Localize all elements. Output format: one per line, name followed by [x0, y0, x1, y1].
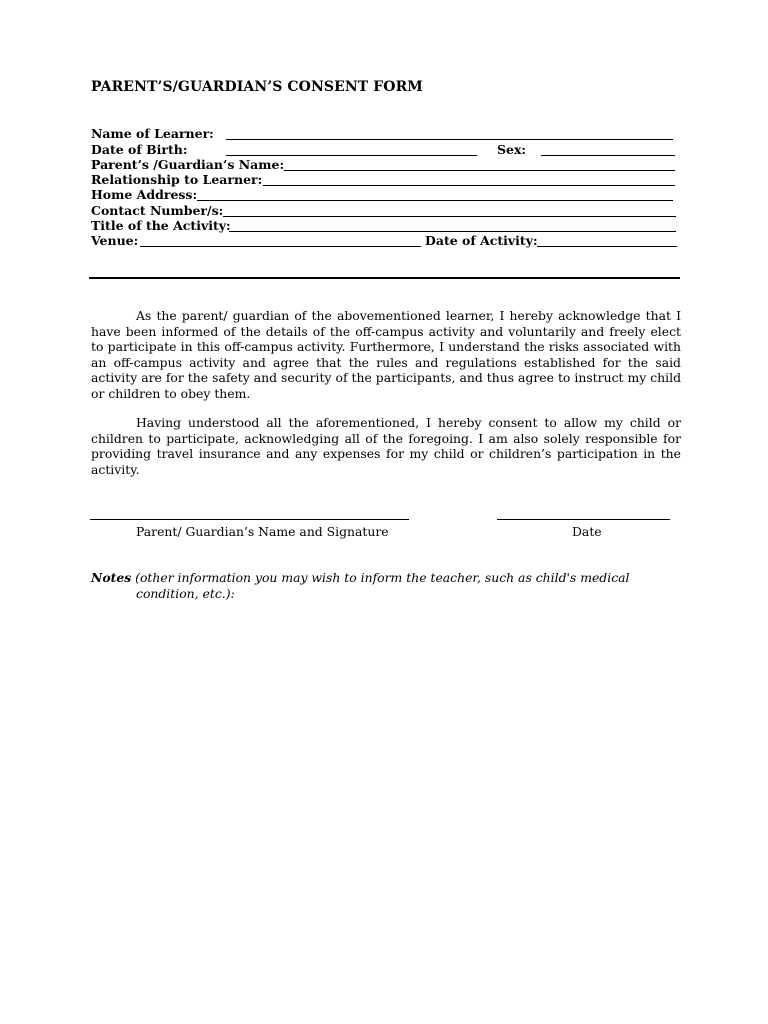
date-signature-line[interactable] — [497, 519, 670, 520]
guardian-name-field[interactable] — [284, 170, 675, 171]
home-address-row — [91, 187, 676, 202]
birth-date-label: Date of Birth: — [91, 142, 188, 157]
acknowledgement-paragraph: As the parent/ guardian of the abovementioned learner, I hereby acknowledge that I have been informed of the details of the off-campus activity and voluntarily and freely elect to participate in this off-campus activity. Furthermore, I understand the risks associated with an off-campus activity and agree that the rules and regulations established for the said activity are for the safety and security of the participants, and thus agree to instruct my child or children to obey them. — [91, 308, 681, 401]
home-address-field[interactable] — [197, 200, 673, 201]
sex-field[interactable] — [541, 155, 675, 156]
contact-number-row — [91, 203, 679, 218]
venue-row — [91, 233, 679, 248]
date-caption: Date — [572, 524, 602, 539]
section-divider — [89, 277, 680, 279]
guardian-name-row — [91, 157, 676, 172]
notes-label: Notes — [91, 570, 132, 585]
notes-instructions-line1: (other information you may wish to inform the teacher, such as child's medical — [135, 570, 630, 585]
birth-date-field[interactable] — [226, 155, 477, 156]
notes-instructions-line2: condition, etc.): — [136, 585, 235, 601]
relationship-row — [91, 172, 676, 187]
learner-name-field[interactable] — [226, 139, 673, 140]
contact-number-label: Contact Number/s: — [91, 203, 224, 218]
activity-title-row — [91, 218, 679, 233]
activity-date-label: Date of Activity: — [425, 233, 538, 248]
consent-paragraph: Having understood all the aforementioned, I hereby consent to allow my child or children to participate, acknowledging all of the foregoing. I am also solely responsible for providing travel insurance and any expenses for my child or children’s participation in the activity. — [91, 415, 681, 477]
form-title: PARENT’S/GUARDIAN’S CONSENT FORM — [91, 79, 423, 95]
notes-section — [91, 570, 691, 601]
activity-title-label: Title of the Activity: — [91, 218, 231, 233]
relationship-field[interactable] — [263, 185, 675, 186]
signature-caption: Parent/ Guardian’s Name and Signature — [136, 524, 389, 539]
signature-line[interactable] — [90, 519, 409, 520]
learner-name-row — [91, 126, 676, 141]
sex-label: Sex: — [497, 142, 527, 157]
learner-name-label: Name of Learner: — [91, 126, 214, 141]
relationship-label: Relationship to Learner: — [91, 172, 263, 187]
guardian-name-label: Parent’s /Guardian’s Name: — [91, 157, 285, 172]
contact-number-field[interactable] — [223, 216, 676, 217]
home-address-label: Home Address: — [91, 187, 198, 202]
venue-label: Venue: — [91, 233, 139, 248]
venue-field[interactable] — [140, 246, 421, 247]
activity-date-field[interactable] — [537, 246, 677, 247]
activity-title-field[interactable] — [229, 231, 676, 232]
birth-date-row — [91, 142, 676, 157]
